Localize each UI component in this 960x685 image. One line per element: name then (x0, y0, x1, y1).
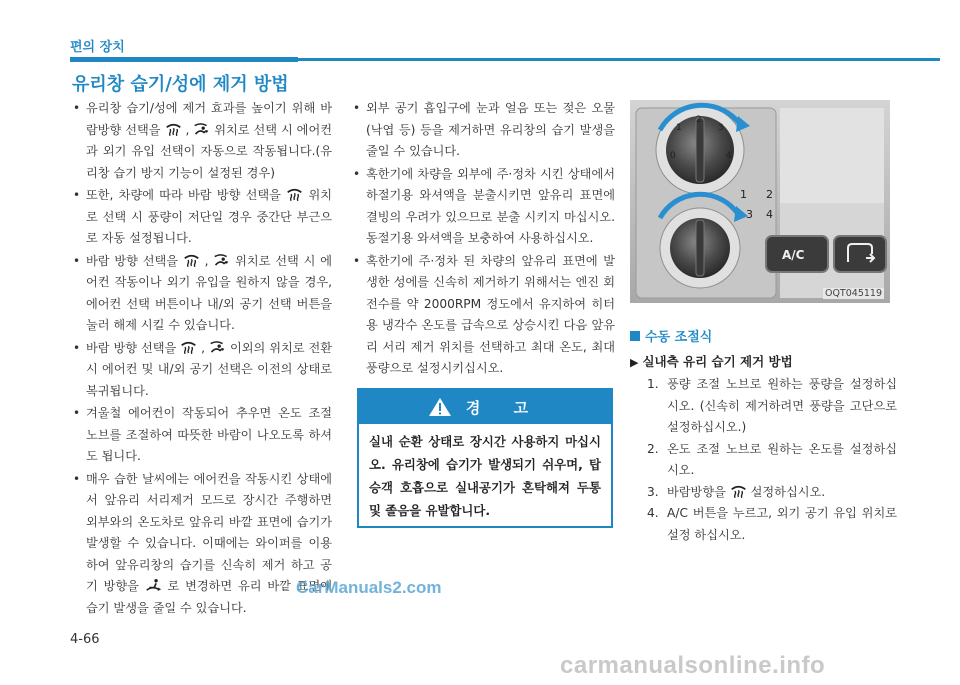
figure-code: OQT045119 (824, 288, 882, 299)
section-title: 편의 장치 (70, 40, 125, 55)
manual-heading: 수동 조절식 (630, 326, 712, 345)
triangle-right-icon: ▶ (630, 356, 639, 369)
list-item: • 매우 습한 날씨에는 에어컨을 작동시킨 상태에서 앞유리 서리제거 모드로 장시간 주행하면 외부와의 온도차로 앞유리 바깥 표면에 습기가 발생할 수 있습니다. 이때에는 와이퍼를 이용하여 앞유리창의 습기를 신속히 제거 하고 공기 방향을 로 변경하면 유리 바깥 표면에 습기 발생을 줄일 수 있습니다. (70, 469, 332, 620)
list-item: 1. 풍량 조절 노브로 원하는 풍량을 설정하십시오. (신속히 제거하려면 풍량을 고단으로 설정하십시오.) (647, 377, 897, 434)
climate-control-photo (630, 100, 890, 303)
middle-column (350, 98, 615, 381)
warning-header (359, 390, 611, 424)
list-item: • 겨울철 에어컨이 작동되어 추우면 온도 조절 노브를 조절하여 따뜻한 바람이 나오도록 하셔도 됩니다. (70, 403, 332, 468)
page-title: 유리창 습기/성에 제거 방법 (72, 74, 289, 95)
knob-mark-label: 1 (676, 123, 682, 133)
floor-defrost-icon (193, 122, 210, 136)
callout-number: 3 (746, 208, 753, 221)
list-item: • 또한, 차량에 따라 바람 방향 선택을 위치로 선택 시 풍량이 저단일 경우 중간단 부근으로 자동 설정됩니다. (70, 185, 332, 250)
list-item: 2. 온도 조절 노브로 원하는 온도를 설정하십시오. (647, 441, 897, 477)
manual-subheading: ▶ 실내측 유리 습기 제거 방법 (630, 354, 793, 369)
knob-mark-label: 0 (670, 151, 676, 161)
list-item: • 혹한기에 차량을 외부에 주·정차 시킨 상태에서 하절기용 와셔액을 분출시키면 앞유리 표면에 결빙의 우려가 있으므로 분출 시키지 마십시오. 동절기용 와셔액을 보충하여 사용하십시오. (350, 164, 615, 250)
knob-mark-label: 2 (696, 115, 702, 125)
left-column (70, 98, 332, 620)
square-bullet-icon (630, 331, 640, 341)
knob-mark-label: 3 (718, 123, 724, 133)
warning-icon (428, 397, 452, 417)
list-item: 3. 바람방향을 설정하십시오. (647, 484, 826, 499)
defrost-icon (286, 187, 303, 201)
defrost-icon (183, 253, 200, 267)
callout-number: 4 (766, 208, 773, 221)
warning-title: 경 고 (465, 398, 543, 417)
knob-mark-label: 4 (726, 151, 732, 161)
callout-number: 1 (740, 188, 747, 201)
header-rule-accent (70, 57, 298, 62)
list-item: • 혹한기에 주·정차 된 차량의 앞유리 표면에 발생한 성에를 신속히 제거하기 위해서는 엔진 회전수를 약 2000RPM 정도에서 유지하여 히터용 냉각수 온도를 급속으로 상승시킨 다음 앞유리 서리 제거 위치를 선택하고 최대 온도, 최대 풍량으로 설정시키십시오. (350, 251, 615, 380)
ac-button-label: A/C (782, 248, 805, 262)
defrost-icon (730, 484, 747, 498)
watermark-text: CarManuals2.com (296, 578, 442, 597)
footer-watermark: carmanualsonline.info (560, 652, 826, 679)
list-item: • 유리창 습기/성에 제거 효과를 높이기 위해 바람방향 선택을 , 위치로 선택 시 에어컨과 외기 유입 선택이 자동으로 작동됩니다.(유리창 습기 방지 기능이 설정된 경우) (70, 98, 332, 184)
list-item: • 바람 방향 선택을 , 이외의 위치로 전환시 에어컨 및 내/외 공기 선택은 이전의 상태로 복귀됩니다. (70, 338, 332, 403)
callout-number: 2 (766, 188, 773, 201)
list-item: • 바람 방향 선택을 , 위치로 선택 시 에어컨 작동이나 외기 유입을 원하지 않을 경우, 에어컨 선택 버튼이나 내/외 공기 선택 버튼을 눌러 해제 시킬 수 있습니다. (70, 251, 332, 337)
list-item: • 외부 공기 흡입구에 눈과 얼음 또는 젖은 오물(낙엽 등) 등을 제거하면 유리창의 습기 발생을 줄일 수 있습니다. (350, 98, 615, 163)
list-item: 4. A/C 버튼을 누르고, 외기 공기 유입 위치로 설정 하십시오. (647, 506, 897, 542)
defrost-icon (180, 340, 197, 354)
warning-text: 실내 순환 상태로 장시간 사용하지 마십시오. 유리창에 습기가 발생되기 쉬우며, 탑승객 호흡으로 실내공기가 혼탁해져 두통 및 졸음을 유발합니다. (369, 434, 601, 518)
floor-defrost-icon (209, 340, 226, 354)
warning-box (357, 388, 613, 528)
page-number: 4-66 (70, 632, 100, 647)
floor-vent-icon (145, 578, 162, 592)
climate-control-illustration (630, 100, 890, 303)
floor-defrost-icon (213, 253, 230, 267)
step-list (647, 374, 897, 546)
defrost-icon (165, 122, 182, 136)
